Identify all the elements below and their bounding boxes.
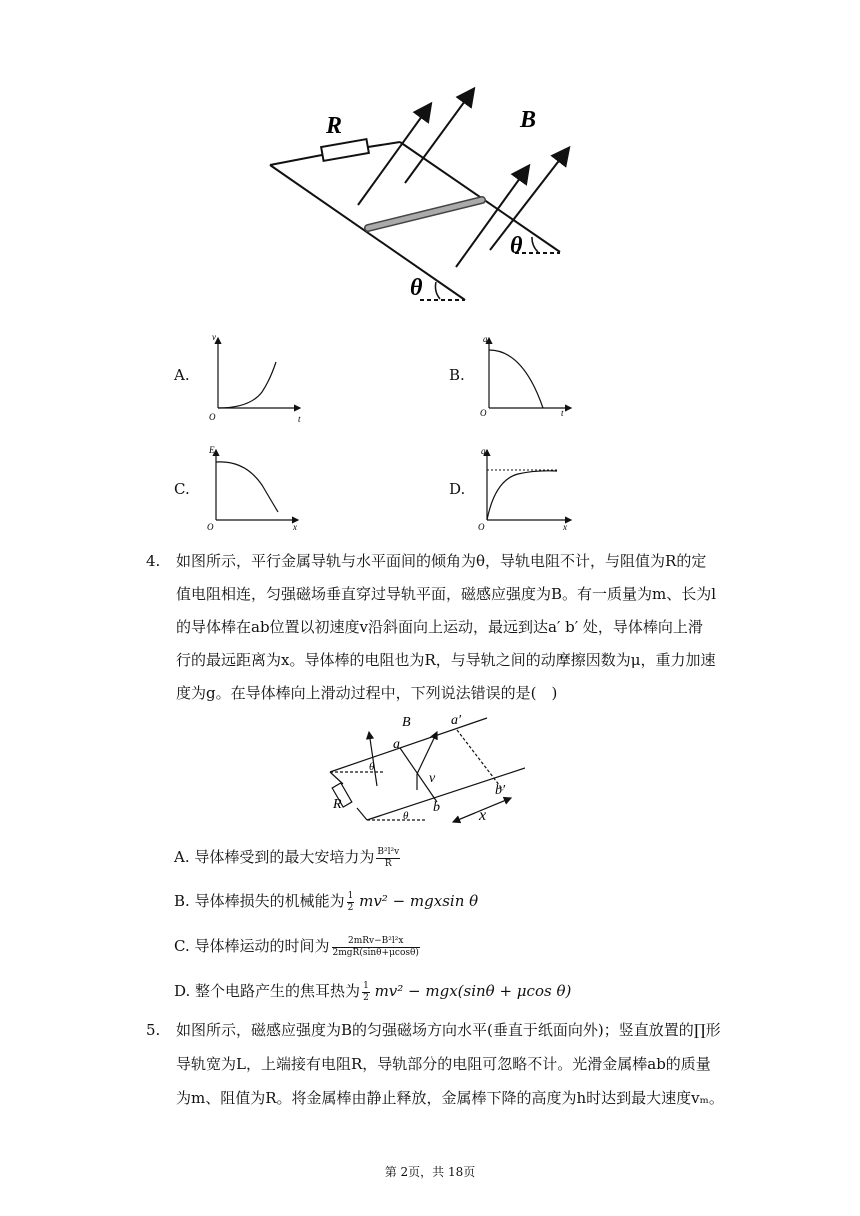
graph-c-xlabel: x [293,522,297,532]
label-B: B [520,107,537,133]
q4-fig-a-prime: a′ [451,713,462,728]
graph-a-origin: O [209,412,216,422]
label-theta-bottom: θ [410,275,423,301]
q4-option-a: A. 导体棒受到的最大安培力为 $\frac{\text{B²l²v}}{R}$ [174,846,400,869]
graph-a-ylabel: v [212,332,216,342]
graph-d-xlabel: x [563,522,567,532]
option-a-label: A. [174,366,190,384]
q4-line-5: 度为g。在导体棒向上滑动过程中，下列说法错误的是( ) [176,684,558,702]
label-R: R [326,113,343,139]
graph-b-origin: O [480,408,487,418]
q4-option-d: D. 整个电路产生的焦耳热为 $\frac{1}{2}$ mv² − mgx(sinθ + μcos θ) [174,980,572,1003]
q4-fig-x: x [479,807,487,824]
label-theta-right: θ [510,233,523,259]
q4-fig-v: v [429,771,436,786]
graph-d-ylabel: q [481,446,486,456]
q4-line-2: 值电阻相连，匀强磁场垂直穿过导轨平面，磁感应强度为B。有一质量为m、长为l [176,585,717,603]
q4-fig-theta-bottom: θ [403,810,409,822]
q4-fig-B: B [402,715,411,730]
q4-fig-R: R [333,797,342,812]
graph-c-origin: O [207,522,214,532]
q4-option-b: B. 导体棒损失的机械能为 $\frac{1}{2}$ mv² − mgxsin θ [174,890,479,913]
graph-d-origin: O [478,522,485,532]
graph-d [473,440,583,535]
graph-b [473,330,583,425]
rail-field-figure [260,85,580,310]
graph-c [200,440,310,535]
option-d-label: D. [449,480,466,498]
q4-fig-b-prime: b′ [495,783,506,798]
q5-line-3: 为m、阻值为R。将金属棒由静止释放，金属棒下降的高度为h时达到最大速度vₘ。 [176,1089,724,1107]
q4-line-4: 行的最远距离为x。导体棒的电阻也为R，与导轨之间的动摩擦因数为μ，重力加速 [176,651,716,669]
graph-a-xlabel: t [298,414,301,424]
q4-fig-a: a [393,737,400,752]
graph-b-xlabel: t [561,408,564,418]
option-c-label: C. [174,480,190,498]
q5-line-1: 如图所示，磁感应强度为B的匀强磁场方向水平(垂直于纸面向外)；竖直放置的∏形 [176,1021,721,1039]
q4-number: 4. [146,552,161,570]
option-b-label: B. [449,366,465,384]
q4-option-c: C. 导体棒运动的时间为 $\frac{\text{2mRv−B²l²x}}{\text{2mgR(sinθ+μcosθ)}}$ [174,935,419,958]
q4-fig-theta-top: θ [369,761,375,773]
q4-figure [325,710,525,835]
q4-line-1: 如图所示，平行金属导轨与水平面间的倾角为θ，导轨电阻不计，与阻值为R的定 [176,552,707,570]
graph-b-ylabel: a [483,334,488,344]
q5-number: 5. [146,1021,161,1039]
q5-line-2: 导轨宽为L，上端接有电阻R，导轨部分的电阻可忽略不计。光滑金属棒ab的质量 [176,1055,711,1073]
graph-c-ylabel: E [209,445,215,455]
page-footer: 第 2页，共 18页 [384,1165,476,1179]
graph-a [200,330,310,425]
q4-fig-b: b [433,800,440,815]
q4-line-3: 的导体棒在ab位置以初速度v沿斜面向上运动，最远到达a′ b′ 处，导体棒向上滑 [176,618,703,636]
